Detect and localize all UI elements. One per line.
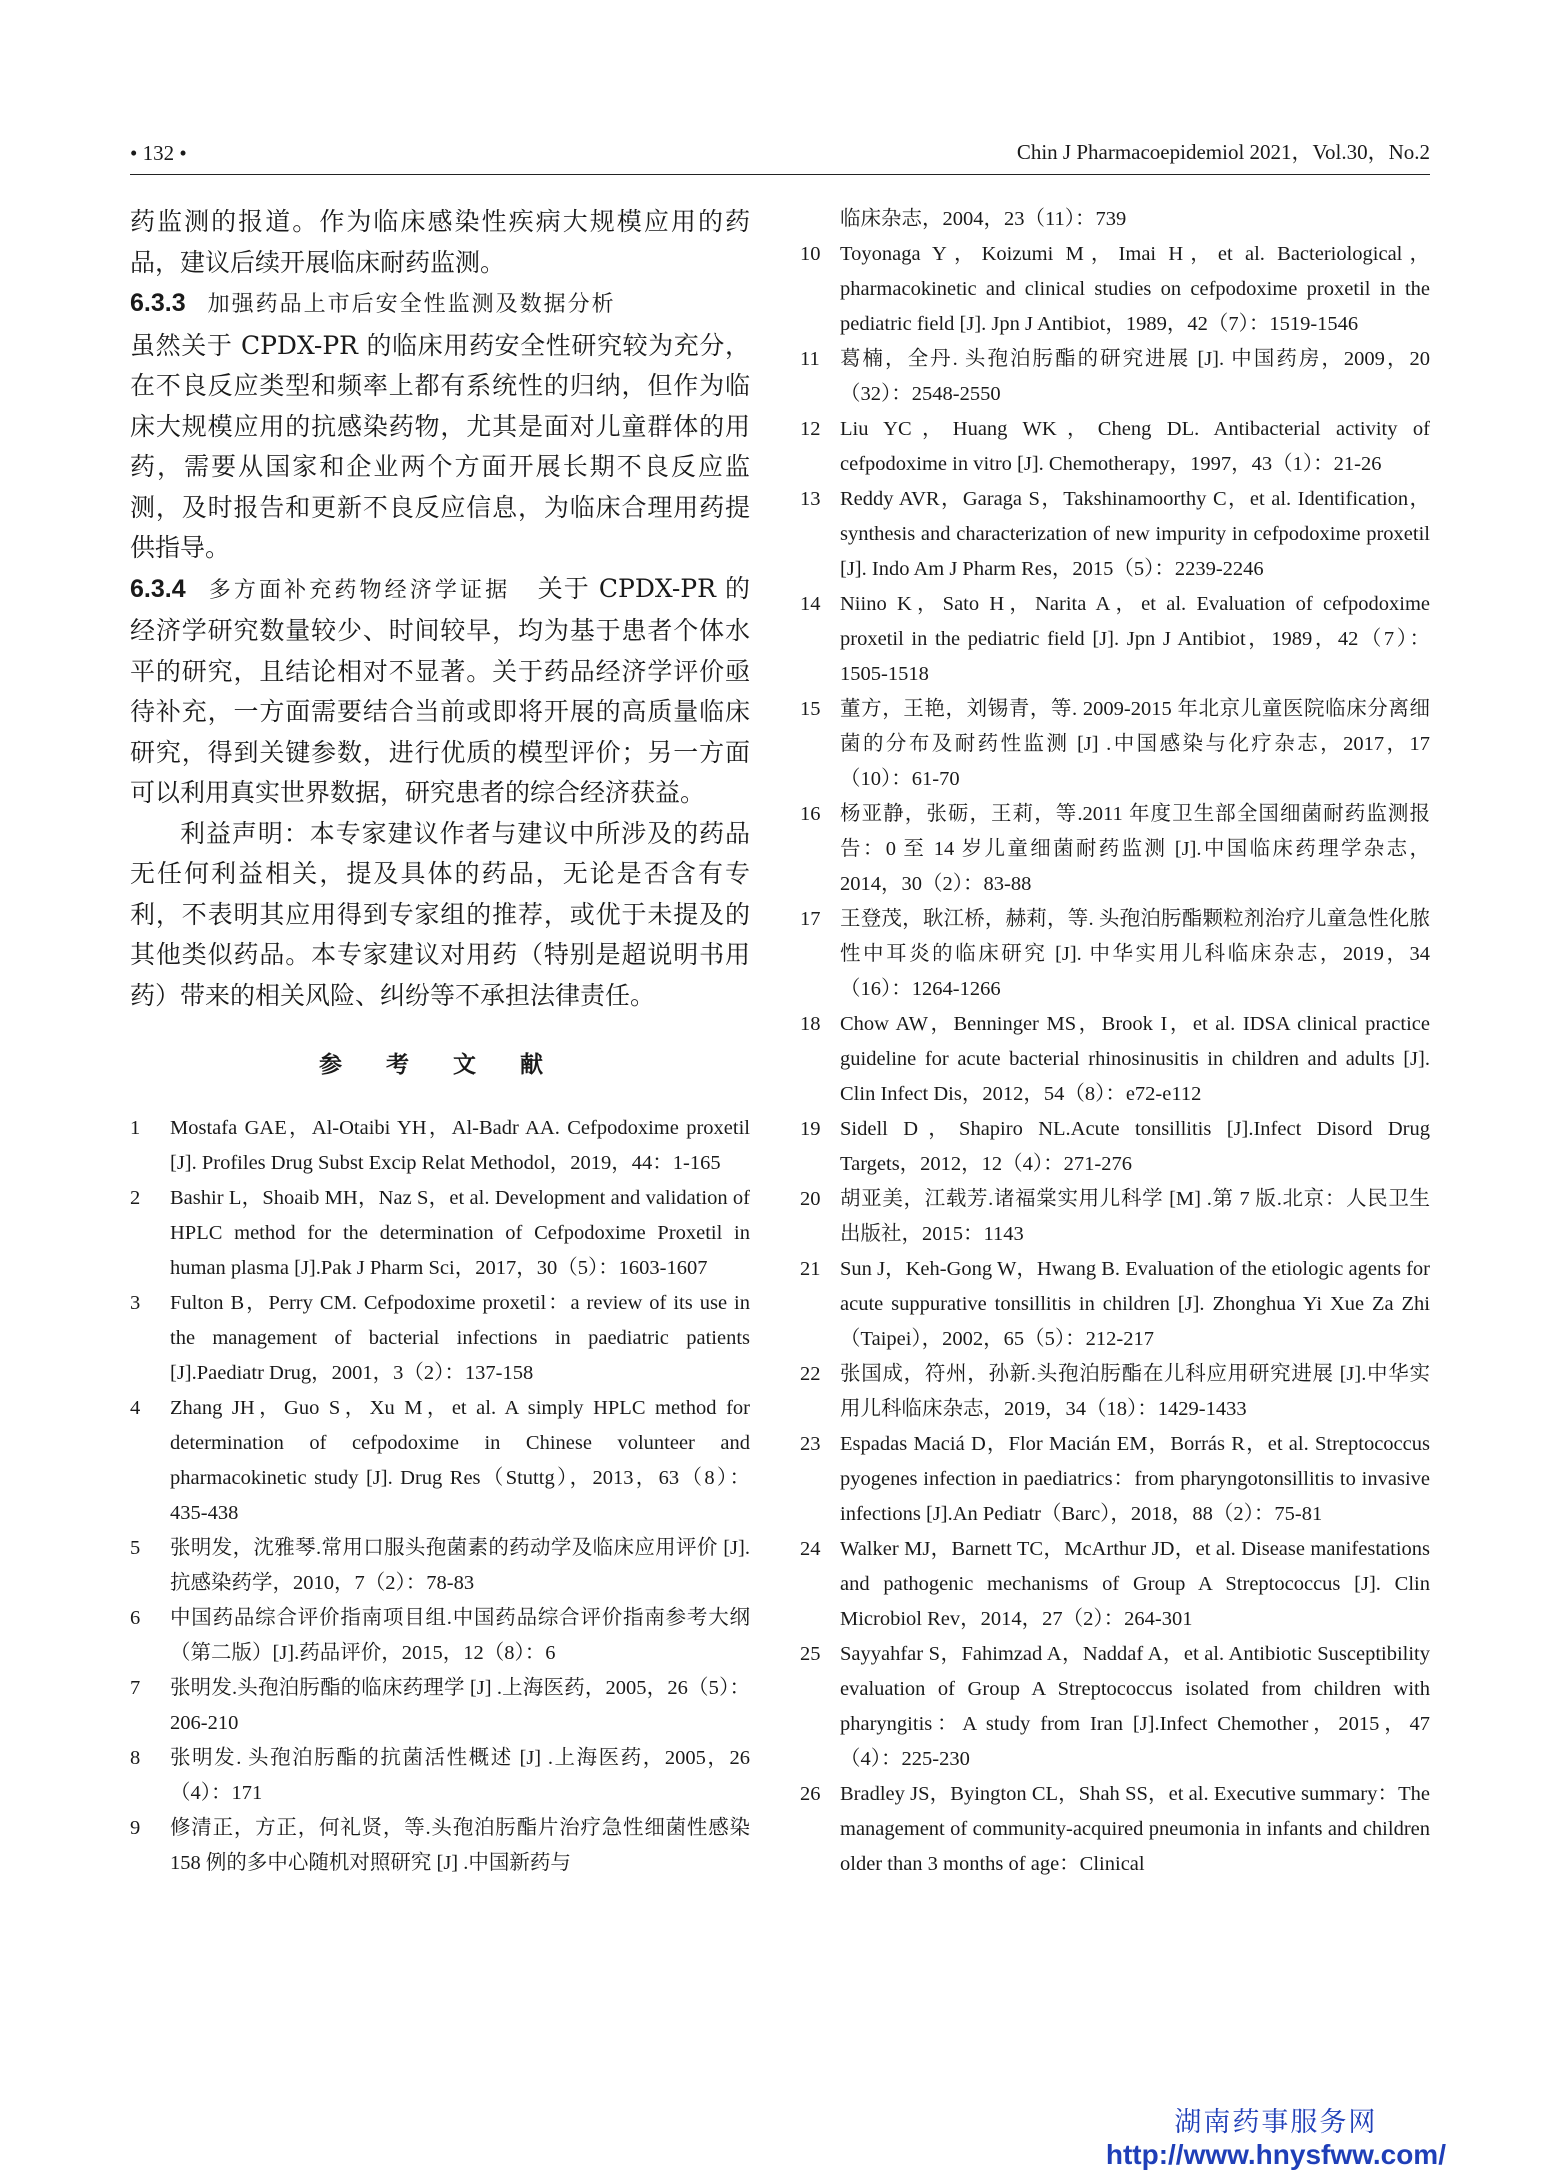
reference-text: Liu YC，Huang WK，Cheng DL. Antibacterial activity of cefpodoxime in vitro [J]. Chemotherapy，1997，43（1）：21-26 xyxy=(840,418,1430,475)
reference-number: 13 xyxy=(800,488,821,510)
reference-number: 26 xyxy=(800,1783,821,1805)
reference-text: Zhang JH，Guo S，Xu M，et al. A simply HPLC method for determination of cefpodoxime in Chinese volunteer and pharmacokinetic study [J]. Drug Res（Stuttg），2013，63（8）：435-438 xyxy=(170,1397,750,1524)
reference-number: 3 xyxy=(130,1292,141,1314)
reference-item xyxy=(800,1357,1430,1427)
reference-text: Chow AW，Benninger MS，Brook I，et al. IDSA clinical practice guideline for acute bacterial rhinosinusitis in children and adults [J]. Clin Infect Dis，2012，54（8）：e72-e112 xyxy=(840,1013,1430,1105)
reference-number: 6 xyxy=(130,1607,141,1629)
reference-item xyxy=(800,482,1430,587)
reference-text: Bradley JS，Byington CL，Shah SS，et al. Executive summary：The management of community-acquired pneumonia in infants and children older than 3 months of age：Clinical xyxy=(840,1783,1430,1875)
reference-number: 16 xyxy=(800,803,821,825)
intro-paragraph: 药监测的报道。作为临床感染性疾病大规模应用的药品，建议后续开展临床耐药监测。 xyxy=(130,207,750,277)
reference-item xyxy=(800,1112,1430,1182)
reference-item xyxy=(130,1111,750,1181)
reference-text: Sayyahfar S，Fahimzad A，Naddaf A，et al. Antibiotic Susceptibility evaluation of Group A Streptococcus isolated from children with pharyngitis：A study from Iran [J].Infect Chemother，2015，47（4）：225-230 xyxy=(840,1643,1430,1770)
reference-text: Fulton B，Perry CM. Cefpodoxime proxetil：a review of its use in the management of bacterial infections in paediatric patients [J].Paediatr Drug，2001，3（2）：137-158 xyxy=(170,1292,750,1384)
reference-text: Walker MJ，Barnett TC，McArthur JD，et al. Disease manifestations and pathogenic mechanisms of Group A Streptococcus [J]. Clin Microbiol Rev，2014，27（2）：264-301 xyxy=(840,1538,1430,1630)
reference-text: Reddy AVR，Garaga S，Takshinamoorthy C，et al. Identification，synthesis and characterization of new impurity in cefpodoxime proxetil [J]. Indo Am J Pharm Res，2015（5）：2239-2246 xyxy=(840,488,1430,580)
reference-item xyxy=(800,797,1430,902)
reference-item xyxy=(130,1286,750,1391)
disclosure-paragraph: 利益声明：本专家建议作者与建议中所涉及的药品无任何利益相关，提及具体的药品，无论是否含有专利，不表明其应用得到专家组的推荐，或优于未提及的其他类似药品。本专家建议对用药（特别是超说明书用药）带来的相关风险、纠纷等不承担法律责任。 xyxy=(130,818,750,1010)
page-header xyxy=(130,136,1430,175)
reference-item xyxy=(800,1637,1430,1777)
section-title: 加强药品上市后安全性监测及数据分析 xyxy=(207,292,616,317)
reference-text: 张国成，符州，孙新.头孢泊肟酯在儿科应用研究进展 [J].中华实用儿科临床杂志，2019，34（18）：1429-1433 xyxy=(840,1363,1430,1420)
reference-item xyxy=(800,587,1430,692)
reference-item xyxy=(800,412,1430,482)
reference-number: 2 xyxy=(130,1187,141,1209)
reference-text: Toyonaga Y，Koizumi M，Imai H，et al. Bacteriological，pharmacokinetic and clinical studies on cefpodoxime proxetil in the pediatric field [J]. Jpn J Antibiot，1989，42（7）：1519-1546 xyxy=(840,243,1430,335)
section-number: 6.3.4 xyxy=(130,574,186,603)
reference-item xyxy=(800,692,1430,797)
reference-number: 23 xyxy=(800,1433,821,1455)
reference-text: 葛楠，全丹. 头孢泊肟酯的研究进展 [J]. 中国药房，2009，20（32）：2548-2550 xyxy=(840,348,1430,405)
reference-item xyxy=(130,1391,750,1531)
references-heading: 参 考 文 献 xyxy=(318,1052,562,1078)
reference-item xyxy=(130,1811,750,1881)
reference-number: 25 xyxy=(800,1643,821,1665)
reference-number: 12 xyxy=(800,418,821,440)
section-body: 关于 CPDX-PR 的经济学研究数量较少、时间较早，均为基于患者个体水平的研究，且结论相对不显著。关于药品经济学评价亟待补充，一方面需要结合当前或即将开展的高质量临床研究，得到关键参数，进行优质的模型评价；另一方面可以利用真实世界数据，研究患者的综合经济获益。 xyxy=(130,573,750,807)
reference-text: Bashir L，Shoaib MH，Naz S，et al. Development and validation of HPLC method for the determination of Cefpodoxime Proxetil in human plasma [J].Pak J Pharm Sci，2017，30（5）：1603-1607 xyxy=(170,1187,750,1279)
reference-item xyxy=(800,1427,1430,1532)
reference-number: 22 xyxy=(800,1363,821,1385)
reference-text: Sidell D，Shapiro NL.Acute tonsillitis [J].Infect Disord Drug Targets，2012，12（4）：271-276 xyxy=(840,1118,1430,1175)
section-number: 6.3.3 xyxy=(130,289,186,317)
section-6-3-4-paragraph xyxy=(130,569,750,814)
reference-text: 董方，王艳，刘锡青，等. 2009-2015 年北京儿童医院临床分离细菌的分布及耐药性监测 [J] .中国感染与化疗杂志，2017，17（10）：61-70 xyxy=(840,698,1430,790)
reference-number: 21 xyxy=(800,1258,821,1280)
reference-item xyxy=(800,902,1430,1007)
reference-number: 14 xyxy=(800,593,821,615)
watermark xyxy=(1106,2100,1446,2171)
reference-number: 15 xyxy=(800,698,821,720)
references-list-right xyxy=(800,237,1430,1882)
page-number: • 132 • xyxy=(130,141,187,165)
section-6-3-3-heading xyxy=(130,283,750,326)
section-title: 多方面补充药物经济学证据 xyxy=(207,577,511,603)
left-column xyxy=(130,202,750,1881)
reference-text: 修清正，方正，何礼贤，等.头孢泊肟酯片治疗急性细菌性感染 158 例的多中心随机对照研究 [J] .中国新药与 xyxy=(170,1817,750,1874)
reference-number: 4 xyxy=(130,1397,141,1419)
reference-text: 胡亚美，江载芳.诸福棠实用儿科学 [M] .第 7 版.北京：人民卫生出版社，2015：1143 xyxy=(840,1188,1430,1245)
reference-number: 7 xyxy=(130,1677,141,1699)
watermark-site-name: 湖南药事服务网 xyxy=(1174,2107,1378,2138)
reference-item xyxy=(800,1182,1430,1252)
watermark-url[interactable]: http://www.hnysfww.com/ xyxy=(1105,2139,1446,2170)
reference-text: 张明发.头孢泊肟酯的临床药理学 [J] .上海医药，2005，26（5）：206-210 xyxy=(170,1677,750,1734)
reference-number: 11 xyxy=(800,348,820,370)
reference-number: 10 xyxy=(800,243,821,265)
reference-text: 中国药品综合评价指南项目组.中国药品综合评价指南参考大纲（第二版）[J].药品评价，2015，12（8）：6 xyxy=(170,1607,750,1664)
reference-item xyxy=(130,1741,750,1811)
reference-item xyxy=(130,1531,750,1601)
reference-number: 20 xyxy=(800,1188,821,1210)
reference-item xyxy=(800,1252,1430,1357)
reference-item xyxy=(800,1007,1430,1112)
reference-item xyxy=(800,237,1430,342)
reference-number: 24 xyxy=(800,1538,821,1560)
reference-number: 18 xyxy=(800,1013,821,1035)
reference-text: Mostafa GAE，Al-Otaibi YH，Al-Badr AA. Cefpodoxime proxetil [J]. Profiles Drug Subst Excip Relat Methodol，2019，44：1-165 xyxy=(170,1117,750,1174)
reference-item xyxy=(130,1601,750,1671)
right-column xyxy=(800,202,1430,1882)
reference-item xyxy=(800,1777,1430,1882)
reference-item xyxy=(800,1532,1430,1637)
reference-text: Sun J，Keh-Gong W，Hwang B. Evaluation of the etiologic agents for acute suppurative tonsillitis in children [J]. Zhonghua Yi Xue Za Zhi（Taipei），2002，65（5）：212-217 xyxy=(840,1258,1430,1350)
references-list-left xyxy=(130,1111,750,1881)
reference-text: 张明发. 头孢泊肟酯的抗菌活性概述 [J] .上海医药，2005，26（4）：171 xyxy=(170,1747,750,1804)
reference-number: 8 xyxy=(130,1747,141,1769)
section-6-3-3-body: 虽然关于 CPDX-PR 的临床用药安全性研究较为充分，在不良反应类型和频率上都有系统性的归纳，但作为临床大规模应用的抗感染药物，尤其是面对儿童群体的用药，需要从国家和企业两个方面开展长期不良反应监测，及时报告和更新不良反应信息，为临床合理用药提供指导。 xyxy=(130,330,750,562)
reference-number: 1 xyxy=(130,1117,141,1139)
reference-text: 杨亚静，张砺，王莉，等.2011 年度卫生部全国细菌耐药监测报告：0 至 14 岁儿童细菌耐药监测 [J].中国临床药理学杂志，2014，30（2）：83-88 xyxy=(840,803,1430,895)
reference-number: 19 xyxy=(800,1118,821,1140)
reference-9-continuation: 临床杂志，2004，23（11）：739 xyxy=(840,208,1127,230)
reference-item xyxy=(130,1181,750,1286)
journal-citation: Chin J Pharmacoepidemiol 2021，Vol.30，No.2 xyxy=(1016,140,1430,164)
reference-text: Niino K，Sato H，Narita A，et al. Evaluation of cefpodoxime proxetil in the pediatric field [J]. Jpn J Antibiot，1989，42（7）：1505-1518 xyxy=(840,593,1430,685)
reference-number: 9 xyxy=(130,1817,141,1839)
reference-number: 17 xyxy=(800,908,821,930)
reference-item xyxy=(800,342,1430,412)
reference-text: 张明发，沈雅琴.常用口服头孢菌素的药动学及临床应用评价 [J].抗感染药学，2010，7（2）：78-83 xyxy=(170,1537,750,1594)
reference-text: 王登茂，耿江桥，赫莉，等. 头孢泊肟酯颗粒剂治疗儿童急性化脓性中耳炎的临床研究 [J]. 中华实用儿科临床杂志，2019，34（16）：1264-1266 xyxy=(840,908,1430,1000)
reference-item xyxy=(130,1671,750,1741)
reference-text: Espadas Maciá D，Flor Macián EM，Borrás R，et al. Streptococcus pyogenes infection in paediatrics：from pharyngotonsillitis to invasive infections [J].An Pediatr（Barc），2018，88（2）：75-81 xyxy=(840,1433,1430,1525)
reference-number: 5 xyxy=(130,1537,141,1559)
